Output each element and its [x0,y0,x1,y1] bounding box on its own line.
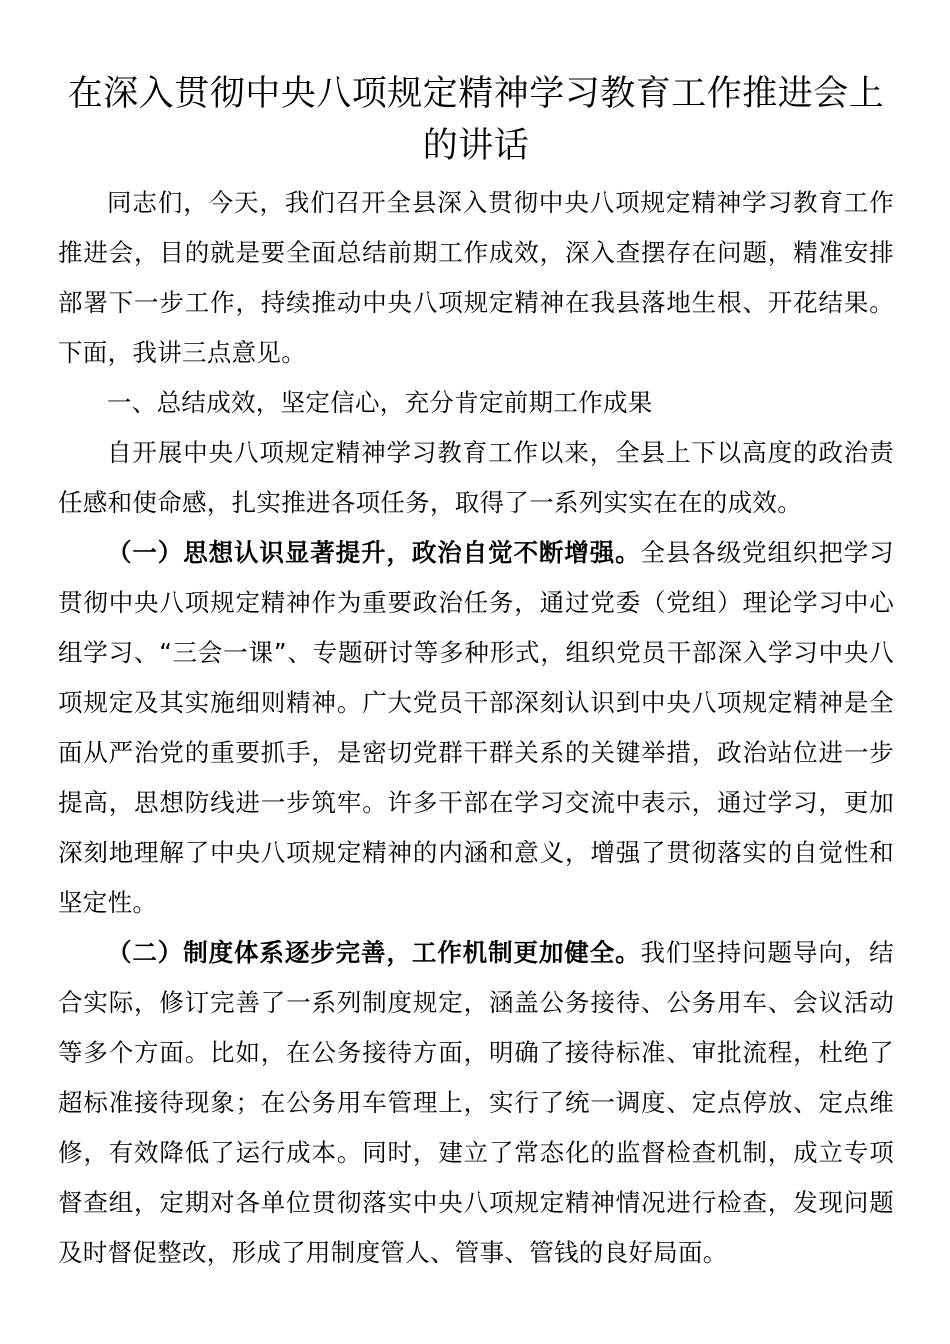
section-heading-one-text: 一、总结成效，坚定信心，充分肯定前期工作成果 [107,388,653,417]
speech-title: 在深入贯彻中央八项规定精神学习教育工作推进会上的讲话 [67,74,885,166]
subsection-two-heading: （二）制度体系逐步完善，工作机制更加健全。 [107,938,641,967]
section-one-intro-text: 自开展中央八项规定精神学习教育工作以来，全县上下以高度的政治责任感和使命感，扎实推进各项任务，取得了一系列实实在在的成效。 [58,438,894,517]
subsection-one-heading: （一）思想认识显著提升，政治自觉不断增强。 [107,538,641,567]
document-page [58,68,894,1278]
speech-body [58,178,894,1278]
opening-paragraph-text: 同志们，今天，我们召开全县深入贯彻中央八项规定精神学习教育工作推进会，目的就是要全面总结前期工作成效，深入查摆存在问题，精准安排部署下一步工作，持续推动中央八项规定精神在我县落地生根、开花结果。下面，我讲三点意见。 [58,188,894,367]
opening-paragraph [58,178,894,378]
subsection-one-paragraph [58,528,894,928]
section-heading-one [58,378,894,428]
subsection-two-text: 我们坚持问题导向，结合实际，修订完善了一系列制度规定，涵盖公务接待、公务用车、会议活动等多个方面。比如，在公务接待方面，明确了接待标准、审批流程，杜绝了超标准接待现象；在公务用车管理上，实行了统一调度、定点停放、定点维修，有效降低了运行成本。同时，建立了常态化的监督检查机制，成立专项督查组，定期对各单位贯彻落实中央八项规定精神情况进行检查，发现问题及时督促整改，形成了用制度管人、管事、管钱的良好局面。 [58,938,894,1267]
subsection-one-text: 全县各级党组织把学习贯彻中央八项规定精神作为重要政治任务，通过党委（党组）理论学习中心组学习、“三会一课”、专题研讨等多种形式，组织党员干部深入学习中央八项规定及其实施细则精神。广大党员干部深刻认识到中央八项规定精神是全面从严治党的重要抓手，是密切党群干群关系的关键举措，政治站位进一步提高，思想防线进一步筑牢。许多干部在学习交流中表示，通过学习，更加深刻地理解了中央八项规定精神的内涵和意义，增强了贯彻落实的自觉性和坚定性。 [58,538,894,917]
subsection-two-paragraph [58,928,894,1278]
section-one-intro-paragraph [58,428,894,528]
